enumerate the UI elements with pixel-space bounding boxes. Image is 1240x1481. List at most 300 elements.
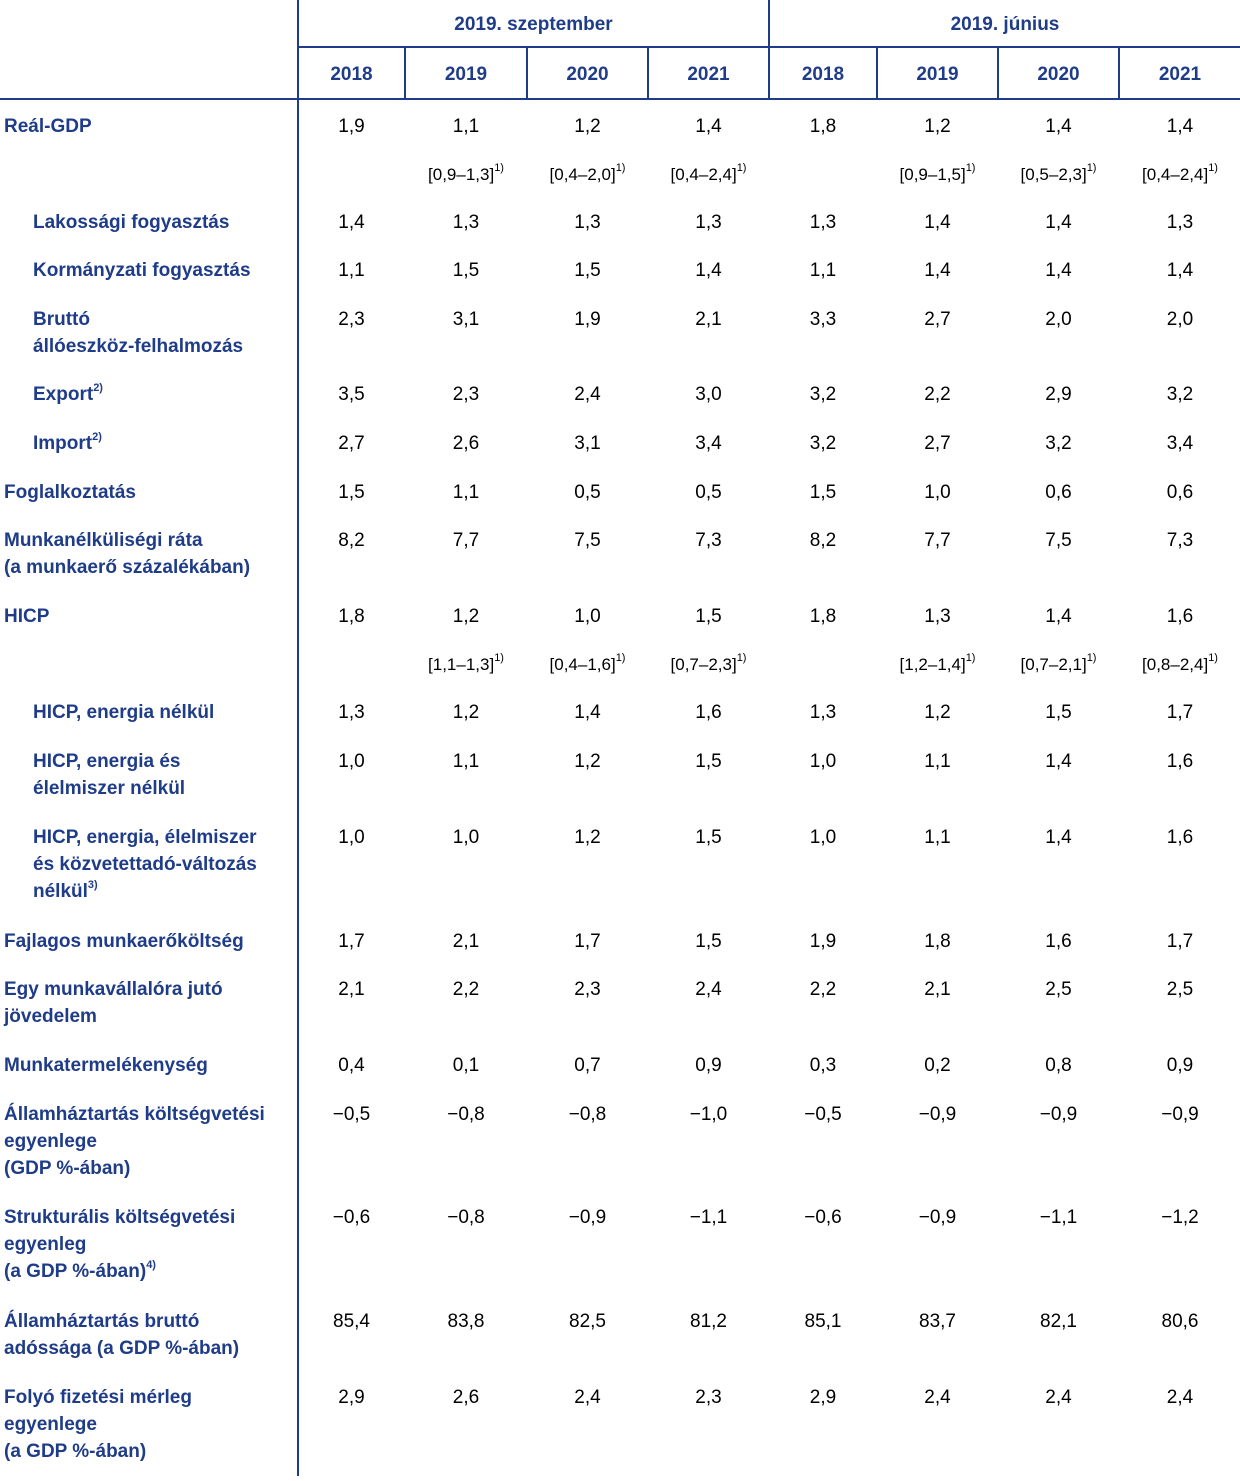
row-label-line [33,699,214,726]
value-text: 1,5 [695,827,722,848]
value-cell [528,603,647,630]
row-label [4,527,250,581]
value-text: 1,4 [1045,606,1072,627]
value-text: −0,9 [918,1207,957,1228]
value-cell [406,209,526,236]
value-cell [999,479,1118,506]
value-text: 1,0 [809,751,837,772]
value-cell [999,1101,1118,1128]
row-label-line [33,306,243,333]
value-text: 0,9 [695,1055,722,1076]
row-label-text: Munkatermelékenység [4,1055,208,1076]
range-text: [0,4–2,4] [670,165,737,184]
range-cell [878,161,997,188]
range-text: [1,1–1,3] [428,655,495,674]
row-label-line [33,209,229,236]
value-cell [299,1308,404,1335]
value-text: 1,3 [452,212,480,233]
value-text: 3,0 [695,384,722,405]
year-heading-jun-2020: 2020 [1037,64,1080,85]
range-text: [0,5–2,3] [1020,165,1087,184]
value-cell [528,1308,647,1335]
row-label-text: Munkanélküliségi ráta [4,530,203,551]
value-cell [528,209,647,236]
value-text: 2,9 [809,1387,837,1408]
value-cell [999,824,1118,851]
value-text: 1,8 [809,606,837,627]
value-text: 1,3 [809,212,837,233]
row-label-text: Reál-GDP [4,116,92,137]
value-text: 3,1 [452,309,480,330]
value-cell [1120,699,1240,726]
header-rule-bottom [0,98,1240,100]
value-cell [528,928,647,955]
footnote-marker: 1) [965,162,976,175]
value-text: 1,4 [924,212,951,233]
value-text: 1,0 [338,751,365,772]
row-label [4,1308,239,1362]
row-label-text: állóeszköz-felhalmozás [33,336,244,357]
row-label-text: egyenleg [4,1234,87,1255]
row-label [4,976,223,1030]
value-cell [770,603,876,630]
row-label-line [4,554,250,581]
value-text: 85,1 [804,1311,842,1332]
year-heading-jun-2019: 2019 [916,64,959,85]
value-cell [1120,976,1240,1003]
value-text: 2,3 [695,1387,722,1408]
value-cell [999,527,1118,554]
row-label-text: (a munkaerő százalékában) [4,557,251,578]
value-text: 2,4 [1166,1387,1194,1408]
row-label [4,1204,235,1285]
value-text: 2,1 [452,931,480,952]
value-cell [649,306,768,333]
value-cell [406,1052,526,1079]
range-text: [0,4–1,6] [549,655,616,674]
value-text: 1,5 [695,606,722,627]
row-label-text: Fajlagos munkaerőköltség [4,931,244,952]
value-cell [649,1052,768,1079]
value-text: 1,1 [452,751,480,772]
value-cell [878,976,997,1003]
value-cell [878,928,997,955]
value-text: 1,5 [338,482,365,503]
row-label-text: (a GDP %-ában) [4,1261,147,1282]
row-label-text: jövedelem [4,1006,97,1027]
value-cell [1120,824,1240,851]
value-text: 3,4 [695,433,722,454]
footnote-marker: 1) [736,652,747,665]
value-text: 1,9 [809,931,837,952]
value-cell [649,479,768,506]
value-cell [770,1384,876,1411]
value-cell [528,430,647,457]
row-label-line [33,878,257,905]
value-text: 2,2 [924,384,951,405]
value-text: −0,6 [804,1207,842,1228]
row-label [33,257,251,284]
value-text: 1,4 [695,260,722,281]
year-heading-sep-2019: 2019 [444,64,488,85]
value-text: 0,3 [809,1055,837,1076]
value-text: 2,3 [574,979,601,1000]
row-label-text: Export [33,384,94,405]
value-cell [878,603,997,630]
value-cell [649,1384,768,1411]
value-cell [878,1308,997,1335]
value-text: −0,8 [568,1104,607,1125]
row-label [33,306,243,360]
value-text: 1,8 [338,606,365,627]
value-text: 0,5 [695,482,722,503]
value-text: 1,7 [338,931,365,952]
row-label-text: Államháztartás bruttó [4,1311,200,1332]
value-text: −1,0 [689,1104,728,1125]
row-label [33,430,102,457]
value-cell [649,1204,768,1231]
value-text: 2,3 [452,384,480,405]
value-cell [406,381,526,408]
value-cell [770,430,876,457]
value-cell [406,430,526,457]
row-label-line [33,748,185,775]
value-cell [1120,1308,1240,1335]
row-label [4,1052,208,1079]
value-cell [299,209,404,236]
value-text: 8,2 [338,530,365,551]
range-text: [1,2–1,4] [899,655,966,674]
row-label-text: Kormányzati fogyasztás [33,260,251,281]
value-cell [299,976,404,1003]
row-label-text: és közvetettadó-változás [33,854,257,875]
value-text: 2,5 [1166,979,1194,1000]
value-cell [649,976,768,1003]
value-cell [770,257,876,284]
value-cell [528,1101,647,1128]
row-label-line [4,1204,235,1231]
value-cell [406,527,526,554]
value-text: −1,1 [1039,1207,1078,1228]
value-cell [649,113,768,140]
value-cell [528,748,647,775]
value-cell [770,527,876,554]
value-text: 2,9 [1045,384,1072,405]
value-text: 1,6 [1045,931,1072,952]
value-cell [649,928,768,955]
value-cell [528,1052,647,1079]
range-cell [528,161,647,188]
value-cell [406,976,526,1003]
value-cell [878,699,997,726]
value-cell [1120,748,1240,775]
value-cell [649,1308,768,1335]
value-text: 0,4 [338,1055,365,1076]
row-label-line [4,1155,265,1182]
value-text: −0,6 [332,1207,371,1228]
value-cell [1120,1384,1240,1411]
value-text: 2,4 [924,1387,951,1408]
footnote-marker: 1) [494,652,504,665]
value-cell [299,527,404,554]
value-text: 2,4 [695,979,722,1000]
group-heading-june: 2019. június [950,14,1060,35]
row-label-line [4,1308,239,1335]
value-text: 1,0 [574,606,601,627]
row-label [4,1101,265,1182]
value-cell [770,1101,876,1128]
value-cell [770,928,876,955]
year-heading-jun-2018: 2018 [801,64,845,85]
value-cell [1120,928,1240,955]
value-text: 1,4 [1166,116,1194,137]
value-text: 1,1 [809,260,837,281]
value-cell [999,1052,1118,1079]
row-label-text: Lakossági fogyasztás [33,212,230,233]
row-label-line [4,1231,235,1258]
value-cell [878,381,997,408]
footnote-marker: 1) [615,162,626,175]
row-label-line [4,1128,265,1155]
row-label-line [33,333,243,360]
value-cell [299,699,404,726]
row-label [4,479,136,506]
value-text: 0,6 [1045,482,1072,503]
value-cell [406,1308,526,1335]
value-cell [1120,257,1240,284]
value-text: 81,2 [690,1311,727,1332]
year-heading-sep-2020: 2020 [566,64,609,85]
value-cell [299,306,404,333]
value-text: 1,6 [1166,606,1194,627]
value-text: −0,5 [332,1104,371,1125]
value-text: −0,9 [1161,1104,1199,1125]
range-text: [0,9–1,5] [899,165,966,184]
row-label-text: HICP [4,606,50,627]
row-label-text: Folyó fizetési mérleg [4,1387,192,1408]
value-text: 2,7 [924,309,951,330]
row-label-line [4,1384,192,1411]
value-text: 1,3 [338,702,365,723]
value-text: 1,2 [924,116,951,137]
range-cell [1120,651,1240,678]
value-text: 1,1 [452,116,480,137]
row-label-text: (GDP %-ában) [4,1158,131,1179]
value-text: 2,1 [924,979,951,1000]
range-cell [528,651,647,678]
value-cell [1120,430,1240,457]
value-text: 0,7 [574,1055,601,1076]
value-cell [406,748,526,775]
value-cell [878,824,997,851]
value-text: 1,5 [452,260,480,281]
footnote-marker: 1) [1086,652,1097,665]
row-label-line [4,1003,223,1030]
value-text: 85,4 [333,1311,370,1332]
row-label-text: Foglalkoztatás [4,482,136,503]
range-text: [0,7–2,1] [1020,655,1087,674]
value-text: 80,6 [1161,1311,1199,1332]
value-cell [528,824,647,851]
row-label-text: (a GDP %-ában) [4,1441,147,1462]
value-cell [299,430,404,457]
row-label-line [4,1101,265,1128]
value-text: 3,2 [809,384,837,405]
value-cell [649,1101,768,1128]
value-cell [528,479,647,506]
value-text: 1,5 [809,482,837,503]
value-cell [770,976,876,1003]
value-text: 0,9 [1166,1055,1194,1076]
value-cell [299,257,404,284]
value-cell [999,257,1118,284]
row-label-line [4,113,92,140]
value-text: 0,6 [1166,482,1194,503]
value-cell [1120,306,1240,333]
footnote-marker: 3) [87,878,98,891]
value-text: 1,1 [924,751,951,772]
value-cell [1120,1204,1240,1231]
range-text: [0,4–2,0] [549,165,616,184]
row-label [33,209,229,236]
value-cell [999,113,1118,140]
row-label-text: egyenlege [4,1414,97,1435]
value-text: 3,3 [809,309,837,330]
value-cell [1120,381,1240,408]
value-cell [999,1384,1118,1411]
value-text: 1,2 [574,827,601,848]
footnote-marker: 4) [146,1258,156,1271]
value-cell [406,699,526,726]
value-text: 1,2 [924,702,951,723]
value-text: 82,1 [1040,1311,1077,1332]
value-text: 0,2 [924,1055,951,1076]
value-cell [770,748,876,775]
value-text: 1,8 [809,116,837,137]
value-text: 2,4 [574,1387,601,1408]
value-text: 1,4 [1045,260,1072,281]
value-text: 3,1 [574,433,601,454]
row-label-text: adóssága (a GDP %-ában) [4,1338,240,1359]
value-cell [999,928,1118,955]
row-label [33,699,214,726]
value-cell [878,1101,997,1128]
value-cell [406,603,526,630]
row-label-line [33,257,251,284]
value-cell [878,1204,997,1231]
value-text: 1,6 [695,702,722,723]
value-text: 1,4 [1045,751,1072,772]
value-text: −0,9 [918,1104,957,1125]
value-text: 1,3 [574,212,601,233]
row-label-text: HICP, energia és [33,751,181,772]
value-text: 82,5 [569,1311,606,1332]
value-text: 1,5 [1045,702,1072,723]
value-text: −0,9 [568,1207,607,1228]
value-cell [878,257,997,284]
value-text: 1,4 [1045,212,1072,233]
row-label-line [33,775,185,802]
value-cell [649,209,768,236]
footnote-marker: 1) [1208,162,1218,175]
value-text: 1,3 [809,702,837,723]
value-cell [770,1308,876,1335]
value-cell [649,699,768,726]
value-text: 2,4 [574,384,601,405]
value-cell [1120,1101,1240,1128]
range-cell [999,651,1118,678]
value-text: 1,2 [452,606,480,627]
value-text: −1,2 [1161,1207,1199,1228]
value-cell [528,1384,647,1411]
value-cell [1120,603,1240,630]
row-label-line [33,430,102,457]
row-label-text: Strukturális költségvetési [4,1207,236,1228]
value-text: 1,2 [574,116,601,137]
row-label-text: Bruttó [33,309,90,330]
row-label [4,603,49,630]
value-cell [1120,1052,1240,1079]
footnote-marker: 1) [1086,162,1097,175]
value-text: 1,4 [695,116,722,137]
value-text: 2,3 [338,309,365,330]
footnote-marker: 1) [736,162,747,175]
value-cell [406,113,526,140]
value-text: 2,5 [1045,979,1072,1000]
row-label-text: nélkül [33,881,88,902]
value-cell [878,306,997,333]
value-cell [1120,479,1240,506]
value-cell [528,381,647,408]
value-cell [649,257,768,284]
footnote-marker: 1) [494,162,504,175]
value-text: −0,9 [1039,1104,1078,1125]
value-text: 2,2 [809,979,837,1000]
value-cell [1120,527,1240,554]
value-cell [406,1384,526,1411]
value-cell [770,381,876,408]
value-text: 1,9 [338,116,365,137]
value-cell [878,748,997,775]
value-text: 3,2 [1166,384,1194,405]
footnote-marker: 1) [1208,652,1218,665]
value-cell [878,430,997,457]
value-text: 1,6 [1166,751,1194,772]
value-cell [528,257,647,284]
footnote-marker: 1) [615,652,626,665]
value-cell [878,1384,997,1411]
footnote-marker: 2) [93,381,103,394]
value-text: 1,7 [1166,931,1194,952]
value-cell [770,1052,876,1079]
range-cell [878,651,997,678]
value-cell [999,748,1118,775]
value-text: 1,8 [924,931,951,952]
value-text: 1,0 [924,482,951,503]
value-text: 1,4 [924,260,951,281]
value-text: 1,4 [1045,116,1072,137]
value-cell [649,748,768,775]
value-text: 1,5 [574,260,601,281]
value-cell [999,209,1118,236]
value-cell [770,113,876,140]
row-label-line [4,1052,208,1079]
footnote-marker: 2) [92,430,102,443]
value-text: −0,8 [447,1207,485,1228]
value-cell [770,479,876,506]
value-text: 2,1 [338,979,365,1000]
group-heading-september: 2019. szeptember [454,14,613,35]
